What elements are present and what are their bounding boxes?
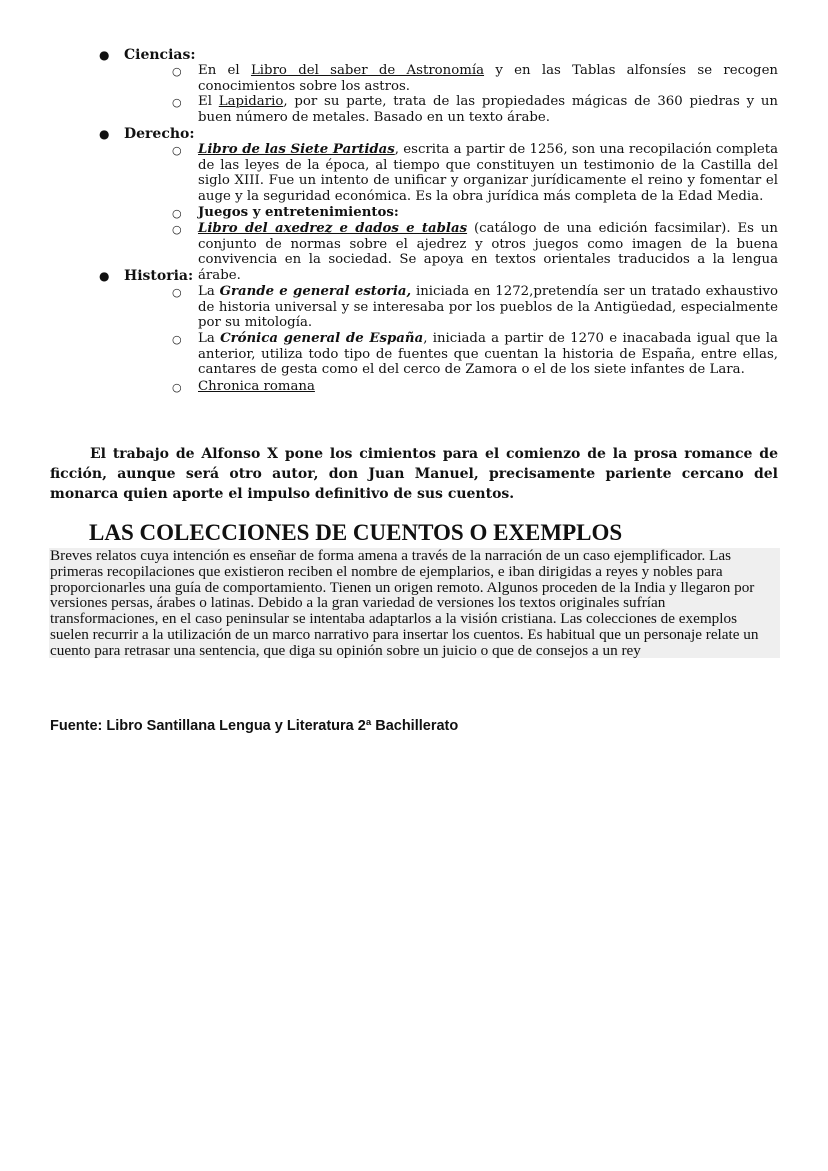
circle-bullet-icon: ○ xyxy=(172,96,182,109)
ciencias-item-astronomia: En el Libro del saber de Astronomía y en las Tablas alfonsíes se recogen conocimientos sobre los astros. xyxy=(198,63,778,94)
historia-item-cronica-espana: La Crónica general de España, iniciada a partir de 1270 e inacabada igual que la anterior, utiliza todo tipo de fuentes que cuentan la historia de España, entre ellas, cantares de gesta como el del cerco de Zamora o el de los siete infantes de Lara. xyxy=(198,331,778,378)
circle-bullet-icon: ○ xyxy=(172,286,182,299)
link-chronica-romana[interactable]: Chronica romana xyxy=(198,379,315,394)
body-line: primeras recopilaciones que existieron reciben el nombre de ejemplarios, e iban dirigidas a reyes y nobles para xyxy=(50,562,723,580)
bullet-dot-icon: ● xyxy=(99,127,110,141)
alfonso-x-paragraph: El trabajo de Alfonso X pone los cimientos para el comienzo de la prosa romance de ficción, aunque será otro autor, don Juan Manuel, precisamente pariente cercano del monarca quien aporte el impulso definitivo de sus cuentos. xyxy=(50,446,778,502)
circle-bullet-icon: ○ xyxy=(172,381,182,394)
body-line: proporcionarles una guía de comportamiento. Tienen un origen remoto. Algunos proceden de la India y llegaron por xyxy=(50,578,755,596)
historia-item-chronica-romana xyxy=(198,379,778,395)
circle-bullet-icon: ○ xyxy=(172,65,182,78)
category-derecho: Derecho: xyxy=(124,126,195,142)
derecho-item-siete-partidas: Libro de las Siete Partidas, escrita a partir de 1256, son una recopilación completa de las leyes de la época, al tiempo que constituyen un testimonio de la Castilla del siglo XIII. Fue un intento de unificar y organizar jurídicamente el reino y fomentar el auge y la seguridad económica. Es la obra jurídica más completa de la Edad Media. xyxy=(198,142,778,204)
link-lapidario[interactable]: Lapidario xyxy=(218,94,284,109)
section-heading: LAS COLECCIONES DE CUENTOS O EXEMPLOS xyxy=(89,520,623,545)
body-line: suelen recurrir a la utilización de un marco narrativo para insertar los cuentos. Es habitual que un personaje relate un xyxy=(50,625,759,643)
title-cronica-general-espana: Crónica general de España xyxy=(220,331,424,346)
circle-bullet-icon: ○ xyxy=(172,207,182,220)
bullet-dot-icon: ● xyxy=(99,48,110,62)
body-line: Breves relatos cuya intención es enseñar de forma amena a través de la narración de un caso ejemplificador. Las xyxy=(50,547,732,564)
category-ciencias: Ciencias: xyxy=(124,47,196,63)
circle-bullet-icon: ○ xyxy=(172,144,182,157)
ciencias-item-lapidario: El Lapidario, por su parte, trata de las propiedades mágicas de 360 piedras y un buen número de metales. Basado en un texto árabe. xyxy=(198,94,778,125)
derecho-item-juegos-heading: Juegos y entretenimientos: xyxy=(198,205,399,220)
source-citation: Fuente: Libro Santillana Lengua y Literatura 2ª Bachillerato xyxy=(50,718,459,734)
circle-bullet-icon: ○ xyxy=(172,333,182,346)
body-line: versiones persas, árabes o latinas. Debido a la gran variedad de versiones los textos originales sufrían xyxy=(50,594,666,612)
derecho-item-axedrez: Libro del axedrez e dados e tablas (catálogo de una edición facsimilar). Es un conjunto de normas sobre el ajedrez y otros juegos como imagen de la buena convivencia en la sociedad. Se apoya en textos orientales traducidos a la lengua árabe. xyxy=(198,221,778,283)
title-grande-general-estoria: Grande e general estoria, xyxy=(219,284,412,299)
body-line: transformaciones, en el caso peninsular se intentaba adaptarlos a la visión cristiana. Las colecciones de exemplos xyxy=(50,610,737,628)
category-historia: Historia: xyxy=(124,268,194,284)
circle-bullet-icon: ○ xyxy=(172,223,182,236)
bullet-dot-icon: ● xyxy=(99,269,110,283)
historia-item-grande-estoria: La Grande e general estoria, iniciada en 1272,pretendía ser un tratado exhaustivo de historia universal y se interesaba por los pueblos de la Antigüedad, especialmente por su mitología. xyxy=(198,284,778,331)
link-libro-saber-astronomia[interactable]: Libro del saber de Astronomía xyxy=(250,63,485,78)
body-line: cuento para retrasar una sentencia, que diga su opinión sobre un juicio o que de consejos a un rey xyxy=(50,641,641,659)
section-body xyxy=(50,548,780,659)
link-libro-axedrez[interactable]: Libro del axedrez e dados e tablas xyxy=(198,221,468,236)
link-siete-partidas[interactable]: Libro de las Siete Partidas xyxy=(198,142,395,157)
